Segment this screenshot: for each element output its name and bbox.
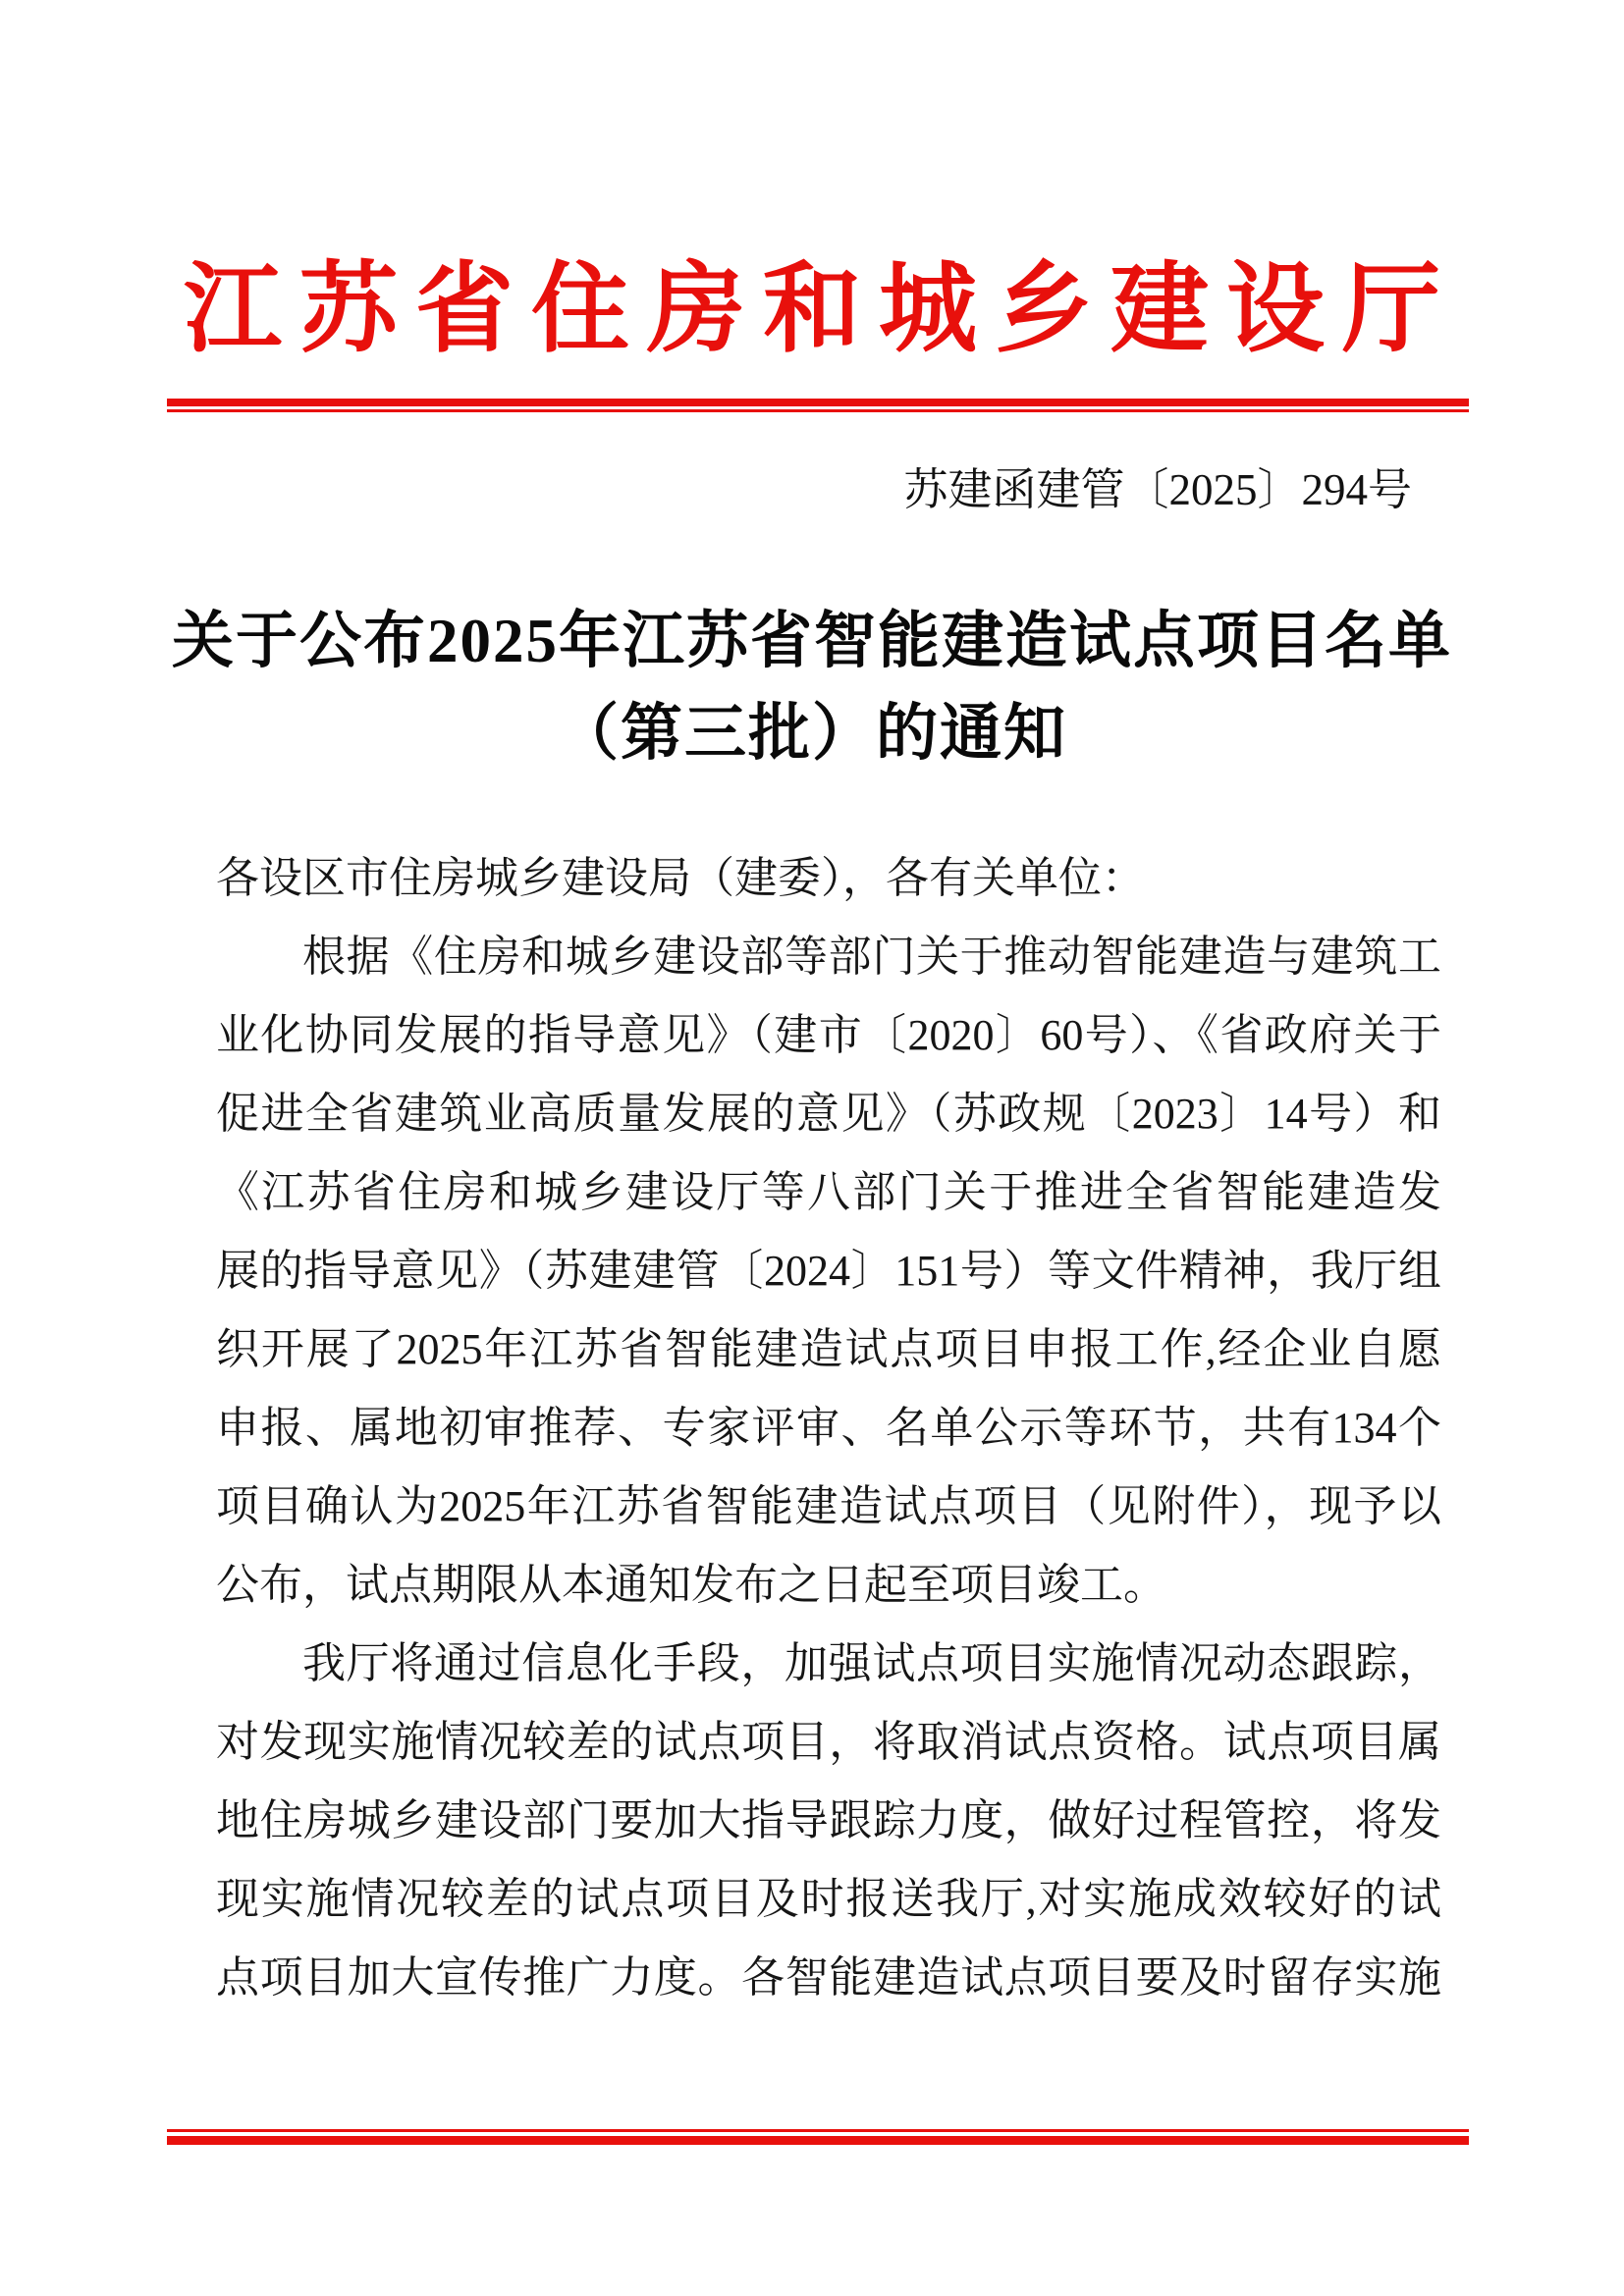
body-line: 我厅将通过信息化手段，加强试点项目实施情况动态跟踪， xyxy=(302,1639,1441,1687)
body-line: 根据《住房和城乡建设部等部门关于推动智能建造与建筑工 xyxy=(302,933,1441,981)
body-line: 织开展了2025年江苏省智能建造试点项目申报工作,经企业自愿 xyxy=(216,1325,1441,1373)
body-line: 对发现实施情况较差的试点项目，将取消试点资格。试点项目属 xyxy=(216,1718,1441,1766)
masthead-divider-thick-bar xyxy=(167,399,1469,406)
masthead-divider-line xyxy=(167,399,1469,412)
document-number: 苏建函建管〔2025〕294号 xyxy=(903,465,1412,514)
footer-divider-thick-bar xyxy=(167,2136,1469,2145)
document-title-line2: （第三批）的通知 xyxy=(557,699,1067,768)
body-line: 业化协同发展的指导意见》（建市〔2020〕60号）、《省政府关于 xyxy=(216,1011,1441,1059)
body-line: 《江苏省住房和城乡建设厅等八部门关于推进全省智能建造发 xyxy=(216,1168,1441,1216)
footer-divider-line xyxy=(167,2129,1469,2145)
salutation-line: 各设区市住房城乡建设局（建委），各有关单位： xyxy=(216,854,1145,902)
body-line: 促进全省建筑业高质量发展的意见》（苏政规〔2023〕14号）和 xyxy=(216,1090,1441,1138)
body-line: 现实施情况较差的试点项目及时报送我厅,对实施成效较好的试 xyxy=(216,1875,1441,1923)
body-line: 地住房城乡建设部门要加大指导跟踪力度，做好过程管控，将发 xyxy=(216,1796,1441,1844)
document-title-line1: 关于公布2025年江苏省智能建造试点项目名单 xyxy=(172,607,1452,675)
document-title xyxy=(0,595,1624,779)
body-line: 展的指导意见》（苏建建管〔2024〕151号）等文件精神，我厅组 xyxy=(216,1247,1441,1295)
body-line: 申报、属地初审推荐、专家评审、名单公示等环节，共有134个 xyxy=(216,1404,1441,1452)
body-line: 公布，试点期限从本通知发布之日起至项目竣工。 xyxy=(216,1561,1166,1609)
document-body xyxy=(216,839,1441,2017)
masthead-divider-thin-bar xyxy=(167,409,1469,412)
body-line: 项目确认为2025年江苏省智能建造试点项目（见附件），现予以 xyxy=(216,1482,1441,1530)
body-line: 点项目加大宣传推广力度。各智能建造试点项目要及时留存实施 xyxy=(216,1953,1441,2002)
agency-masthead: 江苏省住房和城乡建设厅 xyxy=(184,255,1458,364)
